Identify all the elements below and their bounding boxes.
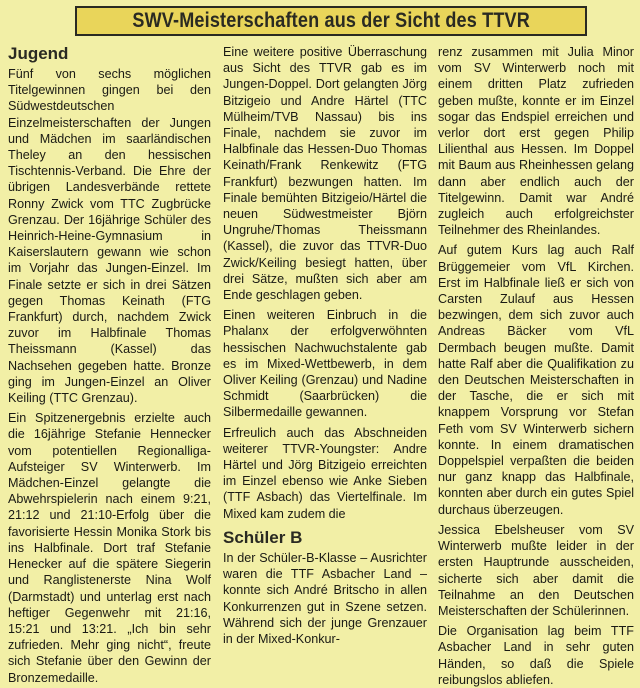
paragraph: Erfreulich auch das Abschneiden weiterer TTVR-Youngster: Andre Härtel und Jörg Bitzigeio erreichten im Einzel ebenso wie Anke Sieben (TTF Asbach) das Viertelfinale. Im Mixed kam zudem die bbox=[223, 425, 427, 521]
paragraph: Eine weitere positive Überraschung aus Sicht des TTVR gab es im Jungen-Doppel. Dort gelangten Jörg Bitzigeio und Andre Härtel (TTC Mülheim/TVB Nassau) bis ins Finale, nachdem sie zuvor im Halbfinale das Hessen-Duo Thomas Keinath/Frank Renkewitz (FTG Frankfurt) bezwungen hatten. Im Finale bemühten Bitzigeio/Härtel die neuen Südwestmeister Björn Ungruhe/Thomas Theissmann (Kassel), die zuvor das TTVR-Duo Zwick/Keiling besiegt hatten, über drei Sätze, mußten sich aber am Ende geschlagen geben. bbox=[223, 45, 427, 303]
column-3 bbox=[438, 44, 634, 687]
paragraph: Auf gutem Kurs lag auch Ralf Brüggemeier vom VfL Kirchen. Erst im Halbfinale ließ er sich von Carsten Zulauf aus Hessen bezwingen, dem sich zuvor auch Andreas Bäcker vom VfL Dermbach beugen mußte. Damit hatte Ralf aber die Qualifikation zu den Deutschen Meisterschaften in der Tasche, die er sich mit knappem Vorsprung vor Stefan Feth vom SV Winterwerb sichern konnte. In einem dramatischen Doppelspiel verpaßten die beiden nur ganz knapp das Halbfinale, konnten aber durch ein gutes Spiel durchaus überzeugen. bbox=[438, 243, 634, 517]
section-heading-schueler-b: Schüler B bbox=[223, 527, 303, 547]
paragraph: Jessica Ebelsheuser vom SV Winterwerb mußte leider in der ersten Hauptrunde ausscheiden, sicherte sich aber damit die Teilnahme an den Deutschen Meisterschaften der Schülerinnen. bbox=[438, 522, 634, 618]
column-1 bbox=[8, 44, 211, 685]
paragraph: Ein Spitzenergebnis erzielte auch die 16jährige Stefanie Hennecker vom potentiellen Regionalliga-Aufsteiger SV Winterwerb. Im Mädchen-Einzel gelangte die Abwehrspielerin nach einem 9:21, 21:12 und 21:10-Erfolg über die favorisierte Hessin Monika Stork bis ins Halbfinale. Dort traf Stefanie Henecker auf die spätere Siegerin und Ranglistenerste Nina Wolf (Darmstadt) und unterlag erst nach heftiger Gegenwehr mit 21:16, 15:21 und 13:21. „Ich bin sehr zufrieden. Mehr ging nicht“, freute sich Stefanie über den Gewinn der Bronzemedaille. bbox=[8, 411, 211, 685]
column-2 bbox=[223, 44, 427, 654]
headline: SWV-Meisterschaften aus der Sicht des TTVR bbox=[132, 9, 530, 32]
paragraph: Einen weiteren Einbruch in die Phalanx der erfolgverwöhnten hessischen Nachwuchstalente gab es im Mixed-Wettbewerb, in dem Oliver Keiling (Grenzau) und Nadine Schmidt (Saarbrücken) die Silbermedaille gewannen. bbox=[223, 308, 427, 420]
paragraph: Fünf von sechs möglichen Titelgewinnen gingen bei den Südwestdeutschen Einzelmeisterschaften der Jungen und Mädchen im saarländischen Theley an den hessischen Tischtennis-Verband. Die Ehre der übrigen Landesverbände rettete Ronny Zwick vom TTC Zugbrücke Grenzau. Der 16jährige Schüler des Heinrich-Heine-Gymnasium in Kaiserslautern gewann wie schon im Vorjahr das Jungen-Einzel. Im Finale setzte er sich in drei Sätzen gegen Thomas Keinath (FTG Frankfurt) durch, nachdem Zwick zuvor im Halbfinale Thomas Theissmann (Kassel) das Nachsehen gegeben hatte. Bronze ging im Jungen-Einzel an Oliver Keiling (TTC Grenzau). bbox=[8, 67, 211, 406]
paragraph: Die Organisation lag beim TTF Asbacher Land in sehr guten Händen, so daß die Spiele reibungslos abliefen. bbox=[438, 624, 634, 687]
headline-box bbox=[75, 6, 587, 36]
paragraph: In der Schüler-B-Klasse – Ausrichter waren die TTF Asbacher Land – konnte sich André Britscho in allen Konkurrenzen gut in Szene setzen. Während sich der junge Grenzauer in der Mixed-Konkur- bbox=[223, 550, 427, 646]
paragraph: renz zusammen mit Julia Minor vom SV Winterwerb noch mit einem dritten Platz zufrieden geben mußte, konnte er im Einzel sogar das Endspiel erreichen und verlor dort erst gegen Philip Lilienthal aus Hessen. Im Doppel mit Baum aus Rheinhessen gelang dann aber endlich auch der Titelgewinn. Damit war André zugleich auch erfolgreichster Teilnehmer des Rheinlandes. bbox=[438, 45, 634, 238]
section-heading-jugend: Jugend bbox=[8, 44, 69, 63]
